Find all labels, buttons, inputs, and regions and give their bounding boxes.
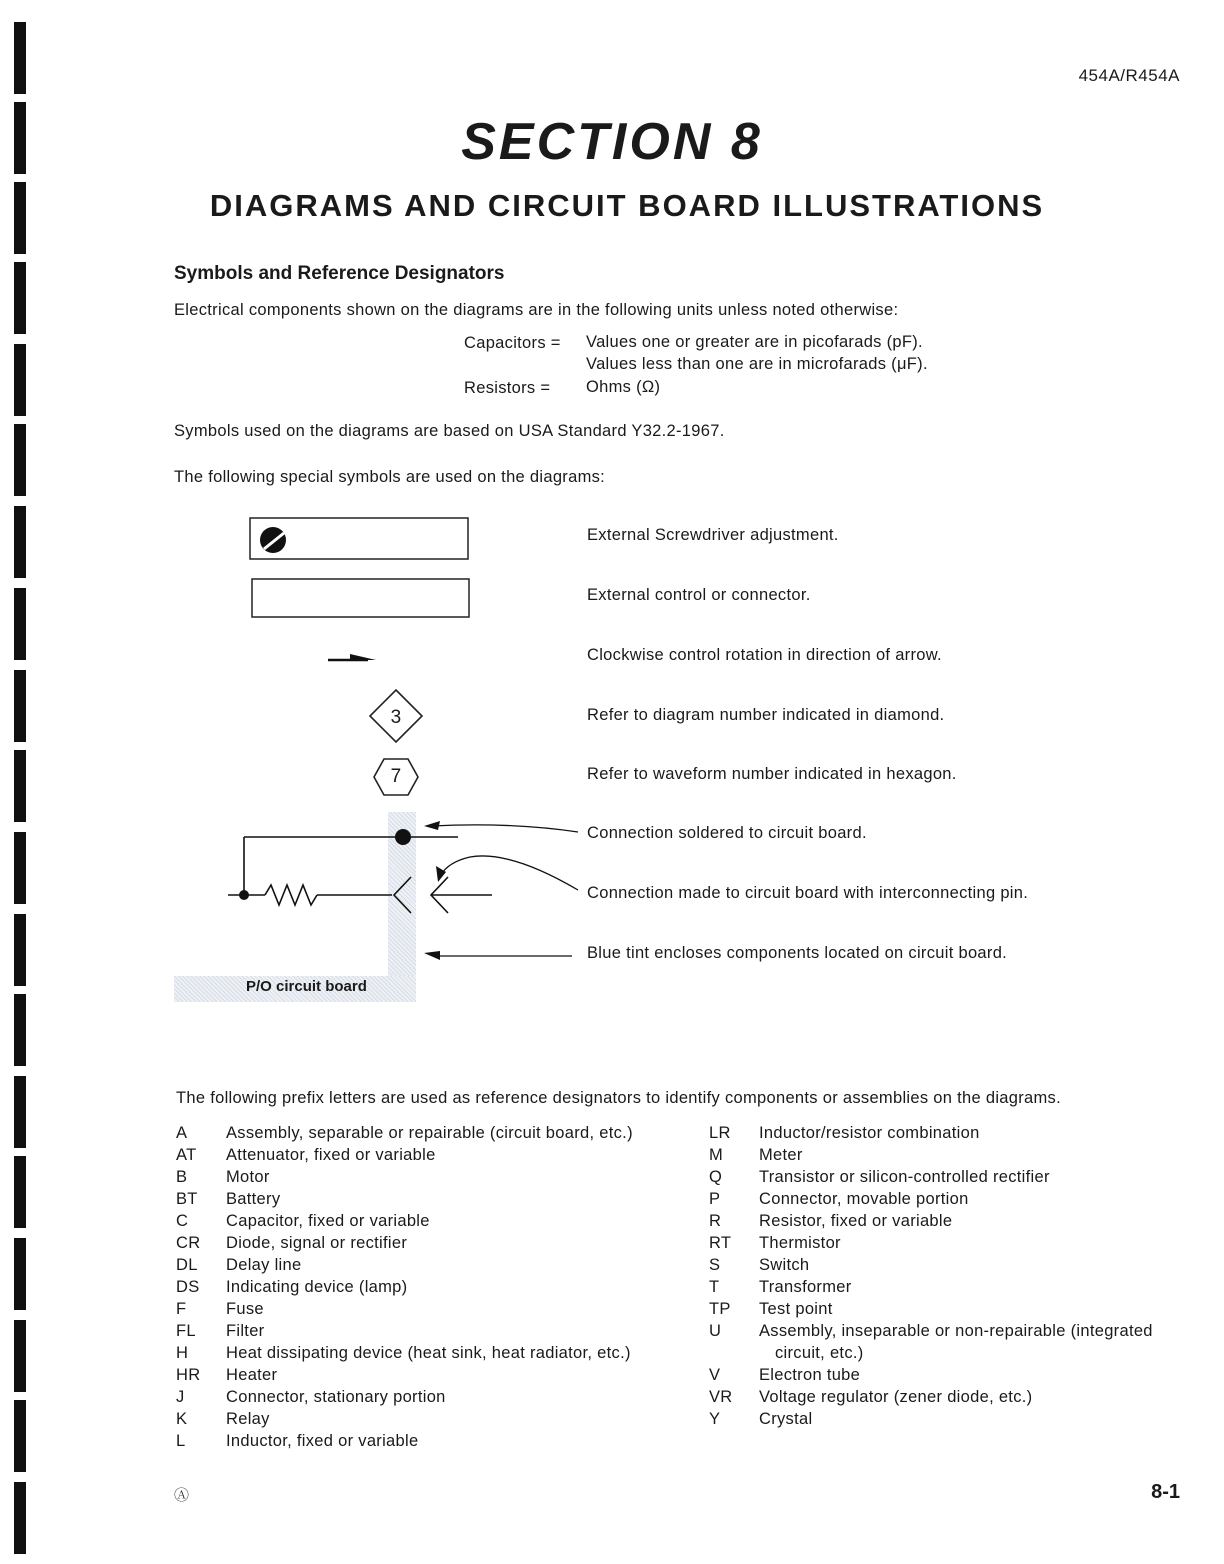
designator-description: Capacitor, fixed or variable bbox=[226, 1212, 430, 1230]
designator-description: Battery bbox=[226, 1190, 281, 1208]
legend-control: External control or connector. bbox=[587, 586, 811, 604]
designator-code: M bbox=[709, 1146, 724, 1164]
legend-hexagon: Refer to waveform number indicated in hexagon. bbox=[587, 765, 957, 783]
designator-description: Fuse bbox=[226, 1300, 264, 1318]
designator-description: circuit, etc.) bbox=[775, 1344, 864, 1362]
designator-code: A bbox=[176, 1124, 188, 1142]
designator-row bbox=[709, 1146, 1153, 1168]
designator-row bbox=[176, 1212, 633, 1234]
special-symbols-intro: The following special symbols are used on the diagrams: bbox=[174, 468, 606, 486]
pin-symbol bbox=[394, 877, 411, 913]
designator-row bbox=[709, 1366, 1153, 1388]
designator-row bbox=[176, 1256, 633, 1278]
legend-clockwise: Clockwise control rotation in direction of arrow. bbox=[587, 646, 942, 664]
designator-row bbox=[709, 1234, 1153, 1256]
pointer-arrows bbox=[424, 821, 578, 960]
designator-code: J bbox=[176, 1388, 185, 1406]
designator-description: Diode, signal or rectifier bbox=[226, 1234, 408, 1252]
designator-code: TP bbox=[709, 1300, 731, 1318]
designator-row bbox=[176, 1234, 633, 1256]
designator-description: Voltage regulator (zener diode, etc.) bbox=[759, 1388, 1033, 1406]
publisher-mark: Ⓐ bbox=[174, 1487, 190, 1504]
designator-row bbox=[176, 1432, 633, 1454]
designator-code: F bbox=[176, 1300, 187, 1318]
designator-description: Transistor or silicon-controlled rectifier bbox=[759, 1168, 1050, 1186]
designator-code bbox=[709, 1344, 759, 1366]
capacitors-label: Capacitors = bbox=[464, 334, 561, 352]
designator-row bbox=[709, 1256, 1153, 1278]
screwdriver-adjust-symbol bbox=[250, 518, 468, 559]
designator-code: H bbox=[176, 1344, 189, 1362]
designator-row bbox=[709, 1300, 1153, 1322]
pcb-label: P/O circuit board bbox=[246, 978, 367, 995]
hexagon-number: 7 bbox=[390, 766, 402, 787]
external-control-symbol bbox=[252, 579, 469, 617]
designator-row bbox=[709, 1344, 1153, 1366]
units-intro: Electrical components shown on the diagrams are in the following units unless noted otherwise: bbox=[174, 301, 899, 319]
legend-soldered: Connection soldered to circuit board. bbox=[587, 824, 867, 842]
legend-pin: Connection made to circuit board with interconnecting pin. bbox=[587, 884, 1029, 902]
designator-description: Resistor, fixed or variable bbox=[759, 1212, 953, 1230]
designator-description: Heat dissipating device (heat sink, heat radiator, etc.) bbox=[226, 1344, 631, 1362]
designator-description: Thermistor bbox=[759, 1234, 841, 1252]
designator-code: T bbox=[709, 1278, 720, 1296]
legend-diamond: Refer to diagram number indicated in diamond. bbox=[587, 706, 945, 724]
capacitors-value-1: Values one or greater are in picofarads (pF). bbox=[586, 333, 923, 351]
designator-code: Y bbox=[709, 1410, 721, 1428]
designator-row bbox=[709, 1410, 1153, 1432]
designator-code: Q bbox=[709, 1168, 723, 1186]
resistors-value: Ohms (Ω) bbox=[586, 378, 661, 396]
designator-row bbox=[176, 1278, 633, 1300]
designator-code: U bbox=[709, 1322, 722, 1340]
designator-code: V bbox=[709, 1366, 721, 1384]
designator-row bbox=[709, 1190, 1153, 1212]
standard-note: Symbols used on the diagrams are based on USA Standard Y32.2-1967. bbox=[174, 422, 725, 440]
designator-row bbox=[176, 1146, 633, 1168]
designator-description: Connector, movable portion bbox=[759, 1190, 969, 1208]
designator-row bbox=[176, 1410, 633, 1432]
symbols-heading: Symbols and Reference Designators bbox=[174, 263, 505, 284]
designator-description: Attenuator, fixed or variable bbox=[226, 1146, 436, 1164]
designator-code: FL bbox=[176, 1322, 196, 1340]
resistor-symbol bbox=[265, 885, 317, 905]
designator-row bbox=[176, 1366, 633, 1388]
designator-description: Motor bbox=[226, 1168, 270, 1186]
designator-code: R bbox=[709, 1212, 722, 1230]
designators-intro: The following prefix letters are used as reference designators to identify components or assemblies on the diagrams. bbox=[176, 1089, 1061, 1107]
designator-code: AT bbox=[176, 1146, 197, 1164]
designator-row bbox=[176, 1168, 633, 1190]
designator-description: Meter bbox=[759, 1146, 803, 1164]
designator-description: Electron tube bbox=[759, 1366, 861, 1384]
designator-row bbox=[176, 1190, 633, 1212]
designator-code: DL bbox=[176, 1256, 198, 1274]
designator-code: L bbox=[176, 1432, 186, 1450]
designator-row bbox=[709, 1278, 1153, 1300]
designator-code: K bbox=[176, 1410, 188, 1428]
designator-row bbox=[709, 1124, 1153, 1146]
designator-row bbox=[176, 1322, 633, 1344]
designator-row bbox=[176, 1388, 633, 1410]
designator-row bbox=[709, 1168, 1153, 1190]
solder-dot bbox=[395, 829, 411, 845]
section-subtitle: DIAGRAMS AND CIRCUIT BOARD ILLUSTRATIONS bbox=[209, 188, 1045, 223]
designator-row bbox=[176, 1344, 633, 1366]
designator-code: S bbox=[709, 1256, 721, 1274]
designator-description: Test point bbox=[759, 1300, 833, 1318]
designator-description: Transformer bbox=[759, 1278, 852, 1296]
designator-code: LR bbox=[709, 1124, 731, 1142]
designators-right-table bbox=[709, 1124, 1153, 1432]
designator-description: Inductor/resistor combination bbox=[759, 1124, 980, 1142]
designator-code: HR bbox=[176, 1366, 201, 1384]
designator-code: B bbox=[176, 1168, 188, 1186]
designator-description: Heater bbox=[226, 1366, 278, 1384]
designator-description: Filter bbox=[226, 1322, 265, 1340]
diamond-number: 3 bbox=[390, 707, 402, 728]
designator-code: RT bbox=[709, 1234, 732, 1252]
designator-row bbox=[709, 1212, 1153, 1234]
designator-description: Assembly, separable or repairable (circuit board, etc.) bbox=[226, 1124, 633, 1142]
clockwise-arrow-symbol bbox=[328, 654, 376, 660]
designator-description: Switch bbox=[759, 1256, 810, 1274]
designators-left-table bbox=[176, 1124, 633, 1454]
designator-description: Relay bbox=[226, 1410, 270, 1428]
designator-description: Delay line bbox=[226, 1256, 302, 1274]
designator-code: BT bbox=[176, 1190, 198, 1208]
designator-code: VR bbox=[709, 1388, 733, 1406]
page-number: 8-1 bbox=[1151, 1481, 1180, 1503]
designator-description: Connector, stationary portion bbox=[226, 1388, 446, 1406]
document-id: 454A/R454A bbox=[1078, 66, 1180, 85]
designator-row bbox=[709, 1322, 1153, 1344]
capacitors-value-2: Values less than one are in microfarads (μF). bbox=[586, 355, 928, 373]
designator-code: CR bbox=[176, 1234, 201, 1252]
designator-description: Crystal bbox=[759, 1410, 813, 1428]
circuit-example bbox=[228, 829, 492, 913]
designator-description: Inductor, fixed or variable bbox=[226, 1432, 419, 1450]
designator-code: P bbox=[709, 1190, 721, 1208]
designator-code: DS bbox=[176, 1278, 200, 1296]
resistors-label: Resistors = bbox=[464, 379, 551, 397]
designator-description: Indicating device (lamp) bbox=[226, 1278, 408, 1296]
designator-row bbox=[176, 1300, 633, 1322]
section-title: SECTION 8 bbox=[461, 113, 763, 171]
designator-description: Assembly, inseparable or non-repairable (integrated bbox=[759, 1322, 1153, 1340]
designator-row bbox=[176, 1124, 633, 1146]
legend-screwdriver: External Screwdriver adjustment. bbox=[587, 526, 839, 544]
designator-row bbox=[709, 1388, 1153, 1410]
legend-tint: Blue tint encloses components located on circuit board. bbox=[587, 944, 1008, 962]
designator-code: C bbox=[176, 1212, 189, 1230]
